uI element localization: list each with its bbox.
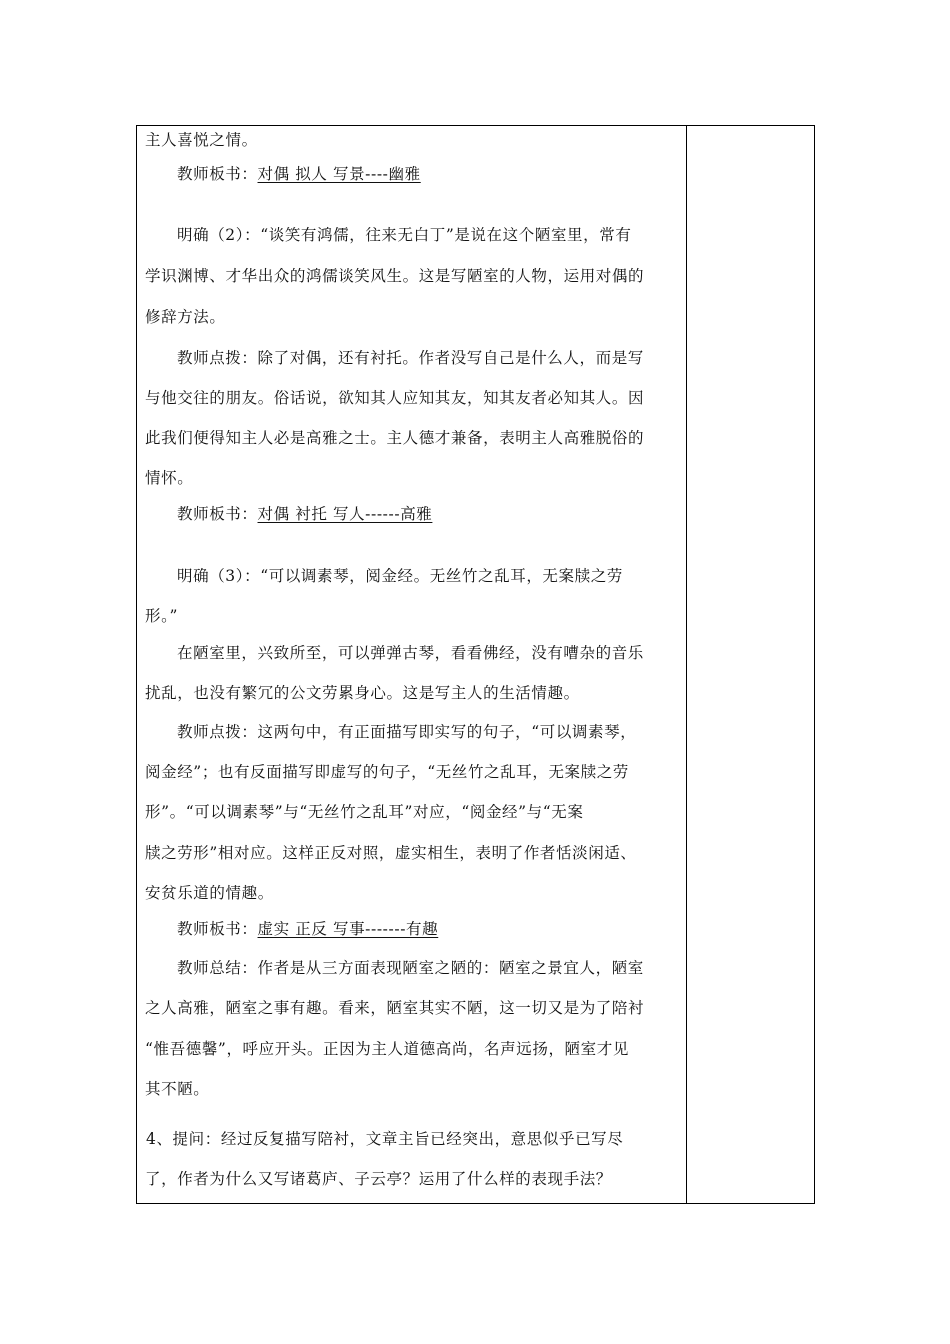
- text-line: 安贫乐道的情趣。: [145, 884, 274, 902]
- text-line: 学识渊博、才华出众的鸿儒谈笑风生。这是写陋室的人物，运用对偶的: [145, 267, 645, 285]
- text-line: 与他交往的朋友。俗话说，欲知其人应知其友，知其友者必知其人。因: [145, 389, 645, 407]
- blackboard-note-1: [177, 164, 680, 184]
- blackboard-note-2: [177, 504, 680, 524]
- text-line: 主人喜悦之情。: [145, 131, 258, 149]
- text-line: 在陋室里，兴致所至，可以弹弹古琴，看看佛经，没有嘈杂的音乐: [177, 644, 644, 662]
- text-line: 牍之劳形”相对应。这样正反对照，虚实相生，表明了作者恬淡闲适、: [145, 844, 637, 862]
- text-line: 明确（3）：“可以调素琴，阅金经。无丝竹之乱耳，无案牍之劳: [177, 567, 623, 585]
- question-line: 了，作者为什么又写诸葛庐、子云亭？运用了什么样的表现手法？: [145, 1170, 612, 1188]
- text-line: 形。”: [145, 607, 178, 625]
- blackboard-label: 教师板书：: [177, 920, 258, 938]
- text-line: “惟吾德馨”，呼应开头。正因为主人道德高尚，名声远扬，陋室才见: [145, 1040, 629, 1058]
- text-line: 阅金经”；也有反面描写即虚写的句子，“无丝竹之乱耳，无案牍之劳: [145, 763, 629, 781]
- text-line: 此我们便得知主人必是高雅之士。主人德才兼备，表明主人高雅脱俗的: [145, 429, 645, 447]
- question-line: 4、提问：经过反复描写陪衬，文章主旨已经突出，意思似乎已写尽: [146, 1130, 624, 1148]
- text-line: 教师点拨：这两句中，有正面描写即实写的句子，“可以调素琴，: [177, 723, 637, 741]
- lesson-table: [136, 125, 815, 1204]
- text-line: 教师总结：作者是从三方面表现陋室之陋的：陋室之景宜人，陋室: [177, 959, 644, 977]
- text-line: 之人高雅，陋室之事有趣。看来，陋室其实不陋，这一切又是为了陪衬: [145, 999, 645, 1017]
- text-line: 形”。“可以调素琴”与“无丝竹之乱耳”对应，“阅金经”与“无案: [145, 803, 584, 821]
- text-line: 情怀。: [145, 469, 194, 487]
- notes-cell: [687, 126, 815, 1203]
- text-line: 修辞方法。: [145, 308, 226, 326]
- blackboard-content: 对偶 衬托 写人------高雅: [257, 505, 433, 523]
- text-line: 教师点拨：除了对偶，还有衬托。作者没写自己是什么人，而是写: [177, 349, 644, 367]
- content-cell: [137, 126, 686, 1203]
- blackboard-content: 虚实 正反 写事-------有趣: [257, 920, 439, 938]
- text-line: 明确（2）：“谈笑有鸿儒，往来无白丁”是说在这个陋室里，常有: [177, 226, 632, 244]
- blackboard-note-3: [177, 919, 680, 939]
- blackboard-label: 教师板书：: [177, 505, 258, 523]
- text-line: 扰乱，也没有繁冗的公文劳累身心。这是写主人的生活情趣。: [145, 684, 580, 702]
- blackboard-content: 对偶 拟人 写景----幽雅: [257, 165, 421, 183]
- text-line: 其不陋。: [145, 1080, 210, 1098]
- blackboard-label: 教师板书：: [177, 165, 258, 183]
